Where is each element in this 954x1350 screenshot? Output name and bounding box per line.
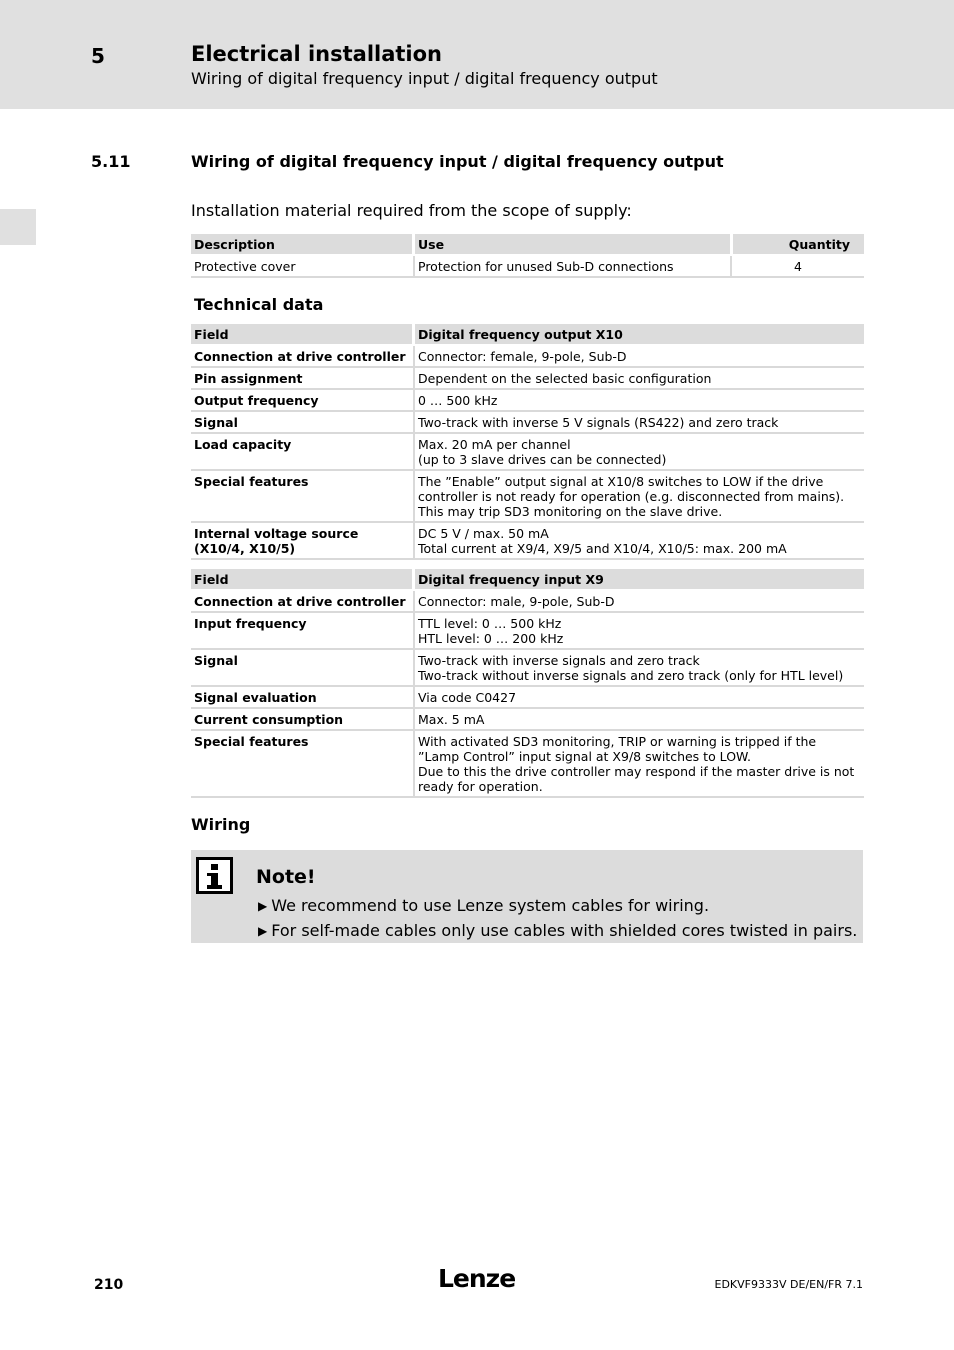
note-box (191, 850, 863, 943)
section-title: Wiring of digital frequency input / digital frequency output (191, 152, 724, 171)
wiring-heading: Wiring (191, 815, 251, 834)
chapter-number: 5 (91, 44, 105, 68)
field-value: TTL level: 0 … 500 kHz HTL level: 0 … 200 kHz (418, 616, 564, 646)
table-cell: Protective cover (191, 256, 415, 276)
field-value: Max. 5 mA (418, 712, 485, 727)
note-item (258, 896, 709, 915)
field-label: Signal evaluation (191, 687, 415, 707)
field-value: Max. 20 mA per channel (up to 3 slave drives can be connected) (418, 437, 667, 467)
field-value: Dependent on the selected basic configuration (418, 371, 712, 386)
field-value: Via code C0427 (418, 690, 517, 705)
field-label: Input frequency (191, 613, 415, 648)
field-value: With activated SD3 monitoring, TRIP or warning is tripped if the ”Lamp Control” input signal at X9/8 switches to LOW. Due to this the drive controller may respond if the master drive is not ready for operation. (418, 734, 855, 794)
table-row (191, 613, 864, 650)
table-row (191, 346, 864, 368)
table-row (191, 471, 864, 523)
field-label: Connection at drive controller (191, 591, 415, 611)
table-row (191, 687, 864, 709)
header-cell: Field (191, 569, 415, 589)
table-header-row (191, 234, 864, 256)
field-label: Signal (191, 412, 415, 432)
header-band (0, 0, 954, 109)
input-table (191, 569, 864, 798)
table-row (191, 434, 864, 471)
header-cell: Use (415, 234, 730, 254)
section-number: 5.11 (91, 152, 131, 171)
table-row (191, 368, 864, 390)
table-row (191, 709, 864, 731)
table-cell: 4 (730, 256, 864, 276)
note-title: Note! (256, 866, 316, 888)
field-label: Special features (191, 471, 415, 521)
field-value: Connector: male, 9-pole, Sub-D (418, 594, 615, 609)
table-row (191, 390, 864, 412)
field-value: The ”Enable” output signal at X10/8 switches to LOW if the drive controller is not ready for operation (e.g. disconnected from mains). This may trip SD3 monitoring on the slave drive. (418, 474, 845, 519)
document-id: EDKVF9333V DE/EN/FR 7.1 (714, 1278, 863, 1291)
technical-data-heading: Technical data (194, 295, 324, 314)
table-row (191, 256, 864, 278)
header-cell: Description (191, 234, 415, 254)
intro-text: Installation material required from the scope of supply: (191, 201, 632, 220)
field-label: Output frequency (191, 390, 415, 410)
field-label: Special features (191, 731, 415, 796)
table-row (191, 591, 864, 613)
table-row (191, 412, 864, 434)
material-table (191, 234, 864, 278)
table-header-row (191, 324, 864, 346)
info-icon (196, 857, 233, 894)
field-label: Pin assignment (191, 368, 415, 388)
note-item-text: We recommend to use Lenze system cables for wiring. (271, 896, 710, 915)
header-cell: Digital frequency output X10 (415, 324, 864, 344)
table-header-row (191, 569, 864, 591)
table-row (191, 731, 864, 798)
lenze-logo: Lenze (438, 1264, 516, 1293)
page-number: 210 (94, 1277, 124, 1293)
header-cell: Quantity (730, 234, 864, 254)
note-item (258, 921, 857, 940)
field-label: Signal (191, 650, 415, 685)
side-tab-marker (0, 209, 36, 245)
field-label: Current consumption (191, 709, 415, 729)
bullet-arrow-icon: ▶ (258, 898, 268, 913)
field-value: Two-track with inverse 5 V signals (RS422) and zero track (418, 415, 779, 430)
bullet-arrow-icon: ▶ (258, 923, 268, 938)
field-label: Load capacity (191, 434, 415, 469)
note-item-text: For self-made cables only use cables with shielded cores twisted in pairs. (271, 921, 858, 940)
header-cell: Field (191, 324, 415, 344)
field-label: Connection at drive controller (191, 346, 415, 366)
table-row (191, 523, 864, 560)
field-value: DC 5 V / max. 50 mA Total current at X9/4, X9/5 and X10/4, X10/5: max. 200 mA (418, 526, 787, 556)
chapter-title: Electrical installation (191, 42, 442, 66)
field-value: Two-track with inverse signals and zero track Two-track without inverse signals and zero track (only for HTL level) (418, 653, 844, 683)
field-value: Connector: female, 9-pole, Sub-D (418, 349, 627, 364)
table-cell: Protection for unused Sub-D connections (418, 259, 674, 274)
header-cell: Digital frequency input X9 (415, 569, 864, 589)
chapter-subtitle: Wiring of digital frequency input / digital frequency output (191, 69, 658, 88)
field-label: Internal voltage source (X10/4, X10/5) (191, 523, 415, 558)
field-value: 0 … 500 kHz (418, 393, 498, 408)
output-table (191, 324, 864, 560)
table-row (191, 650, 864, 687)
